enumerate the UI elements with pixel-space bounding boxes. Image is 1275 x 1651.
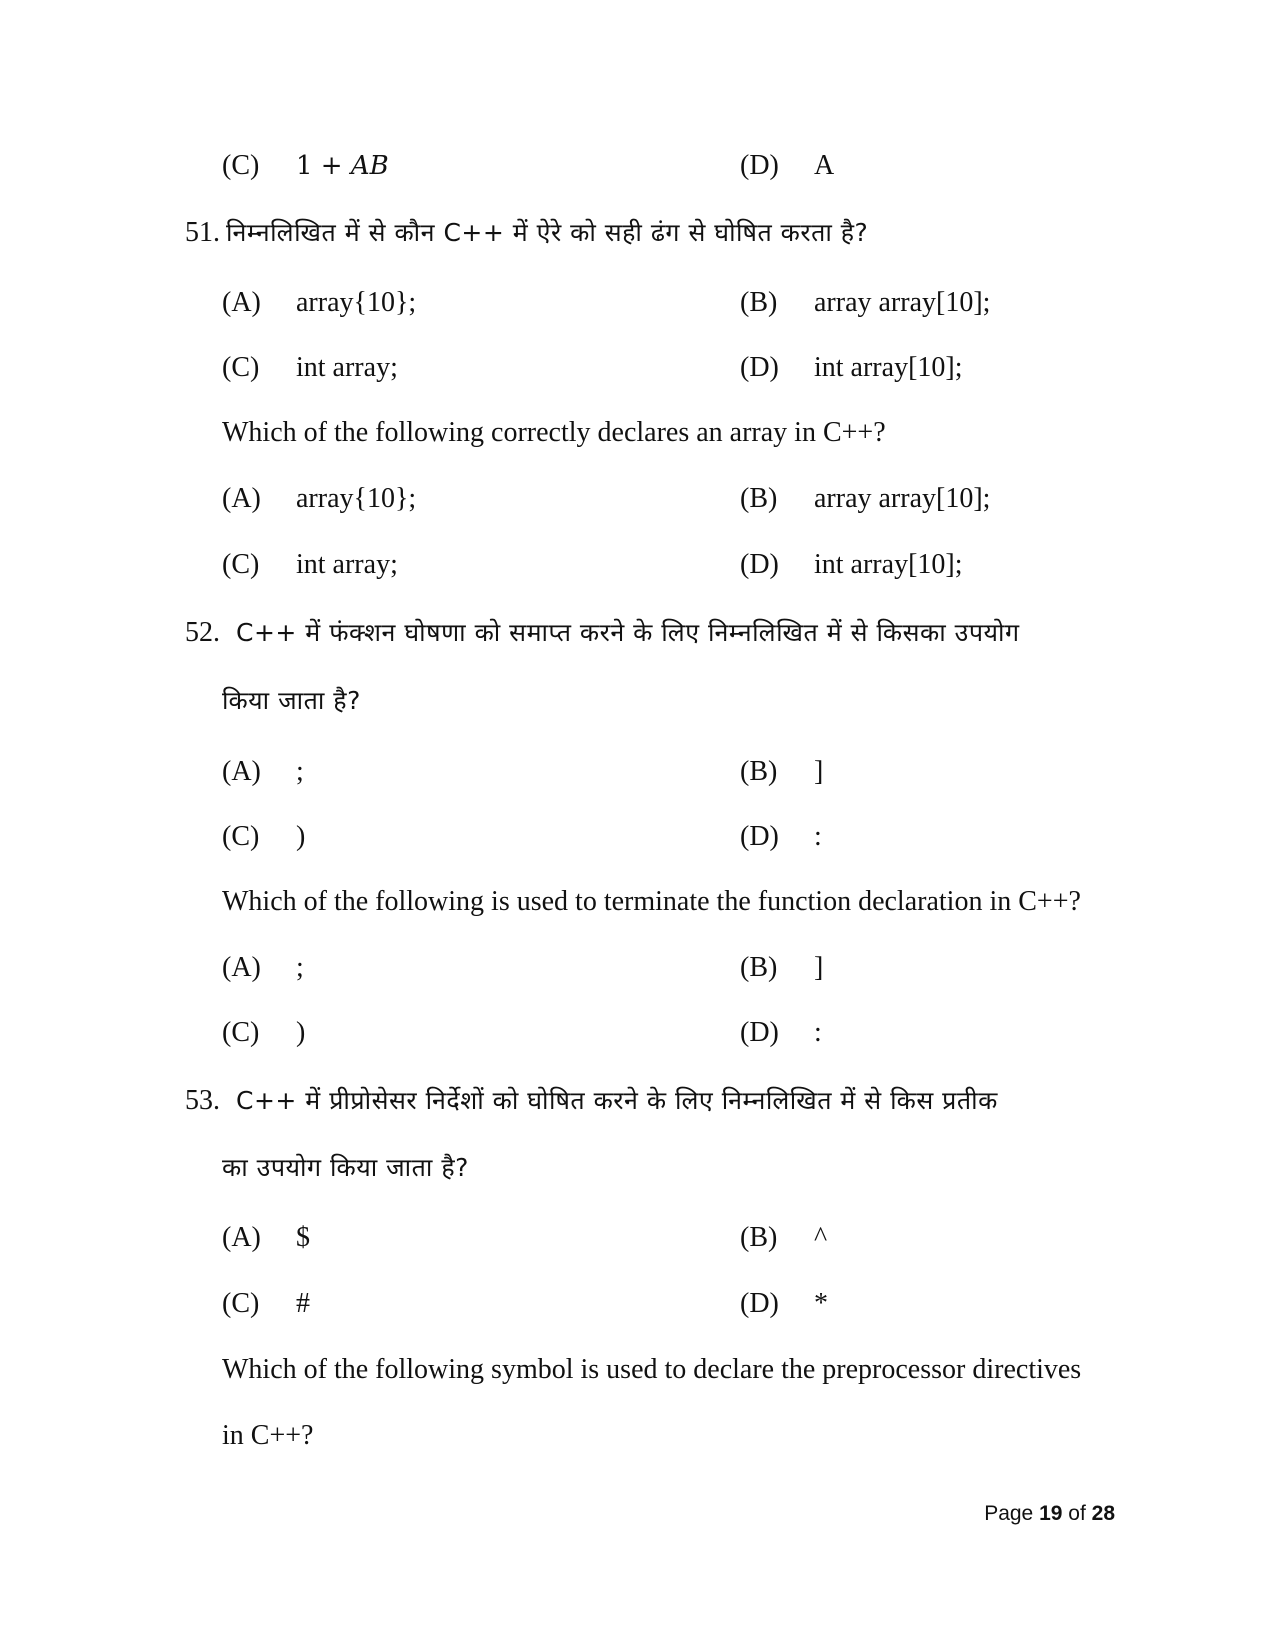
footer-page-label: Page [984,1502,1034,1525]
q52-hindi-question-line1: C++ में फंक्शन घोषणा को समाप्त करने के लिए निम्नलिखित में से किसका उपयोग [236,618,1020,647]
q51-hindi-option-a-text: array{10}; [296,287,417,318]
q51-hindi-option-c-letter: (C) [222,352,260,383]
q51-english-option-d-text: int array[10]; [814,549,963,580]
q51-english-option-d-letter: (D) [740,549,779,580]
q52-english-question: Which of the following is used to terminate the function declaration in C++? [222,886,1081,917]
q51-hindi-option-a-letter: (A) [222,287,261,318]
q52-hindi-option-b-text: ] [814,756,824,787]
q51-hindi-option-b-letter: (B) [740,287,778,318]
q50-option-c-letter: (C) [222,150,260,181]
q52-number: 52. [185,617,220,648]
q52-english-option-b-letter: (B) [740,952,778,983]
q52-hindi-option-d-letter: (D) [740,821,779,852]
q52-english-option-c-letter: (C) [222,1017,260,1048]
q53-hindi-option-b-text: ^ [814,1222,828,1253]
q52-english-option-d-text: : [814,1017,822,1048]
q52-hindi-question-line2: किया जाता है? [222,686,361,715]
q51-english-option-c-letter: (C) [222,549,260,580]
q52-hindi-option-c-letter: (C) [222,821,260,852]
q53-number: 53. [185,1085,220,1116]
q53-hindi-question-line2: का उपयोग किया जाता है? [222,1153,469,1182]
q52-hindi-option-d-text: : [814,821,822,852]
q51-english-question: Which of the following correctly declares an array in C++? [222,417,886,448]
q52-english-option-a-letter: (A) [222,952,261,983]
q52-hindi-option-a-letter: (A) [222,756,261,787]
q51-english-option-a-letter: (A) [222,483,261,514]
q51-number: 51. [185,217,220,248]
q51-hindi-option-c-text: int array; [296,352,398,383]
page-footer [984,1500,1115,1528]
q52-english-option-a-text: ; [296,952,304,983]
q52-hindi-option-a-text: ; [296,756,304,787]
q51-english-option-b-letter: (B) [740,483,778,514]
footer-page-number: 19 [1039,1502,1063,1525]
q53-hindi-option-a-letter: (A) [222,1222,261,1253]
q51-hindi-question: निम्नलिखित में से कौन C++ में ऐरे को सही ढंग से घोषित करता है? [226,218,869,247]
q53-hindi-option-d-letter: (D) [740,1288,779,1319]
q50-option-d-letter: (D) [740,150,779,181]
q51-hindi-option-d-text: int array[10]; [814,352,963,383]
q53-english-question-line1: Which of the following symbol is used to declare the preprocessor directives [222,1354,1082,1385]
q52-english-option-b-text: ] [814,952,824,983]
q52-english-option-c-text: ) [296,1017,306,1048]
q53-hindi-option-c-letter: (C) [222,1288,260,1319]
q52-hindi-option-b-letter: (B) [740,756,778,787]
q52-hindi-option-c-text: ) [296,821,306,852]
q53-hindi-option-c-text: # [296,1288,310,1319]
q53-hindi-option-b-letter: (B) [740,1222,778,1253]
q52-english-option-d-letter: (D) [740,1017,779,1048]
q53-hindi-option-a-text: $ [296,1222,310,1253]
q53-english-question-line2: in C++? [222,1420,314,1451]
footer-of-label: of [1068,1502,1086,1525]
q51-english-option-a-text: array{10}; [296,483,417,514]
q53-hindi-question-line1: C++ में प्रीप्रोसेसर निर्देशों को घोषित करने के लिए निम्नलिखित में से किस प्रतीक [236,1086,998,1115]
q51-english-option-b-text: array array[10]; [814,483,991,514]
q51-english-option-c-text: int array; [296,549,398,580]
q51-hindi-option-d-letter: (D) [740,352,779,383]
q50-option-d-text: A [814,150,835,181]
q51-hindi-option-b-text: array array[10]; [814,287,991,318]
q53-hindi-option-d-text: * [814,1288,828,1319]
q50-option-c-text: 1 + AB [296,151,389,181]
footer-total-pages: 28 [1091,1502,1115,1525]
